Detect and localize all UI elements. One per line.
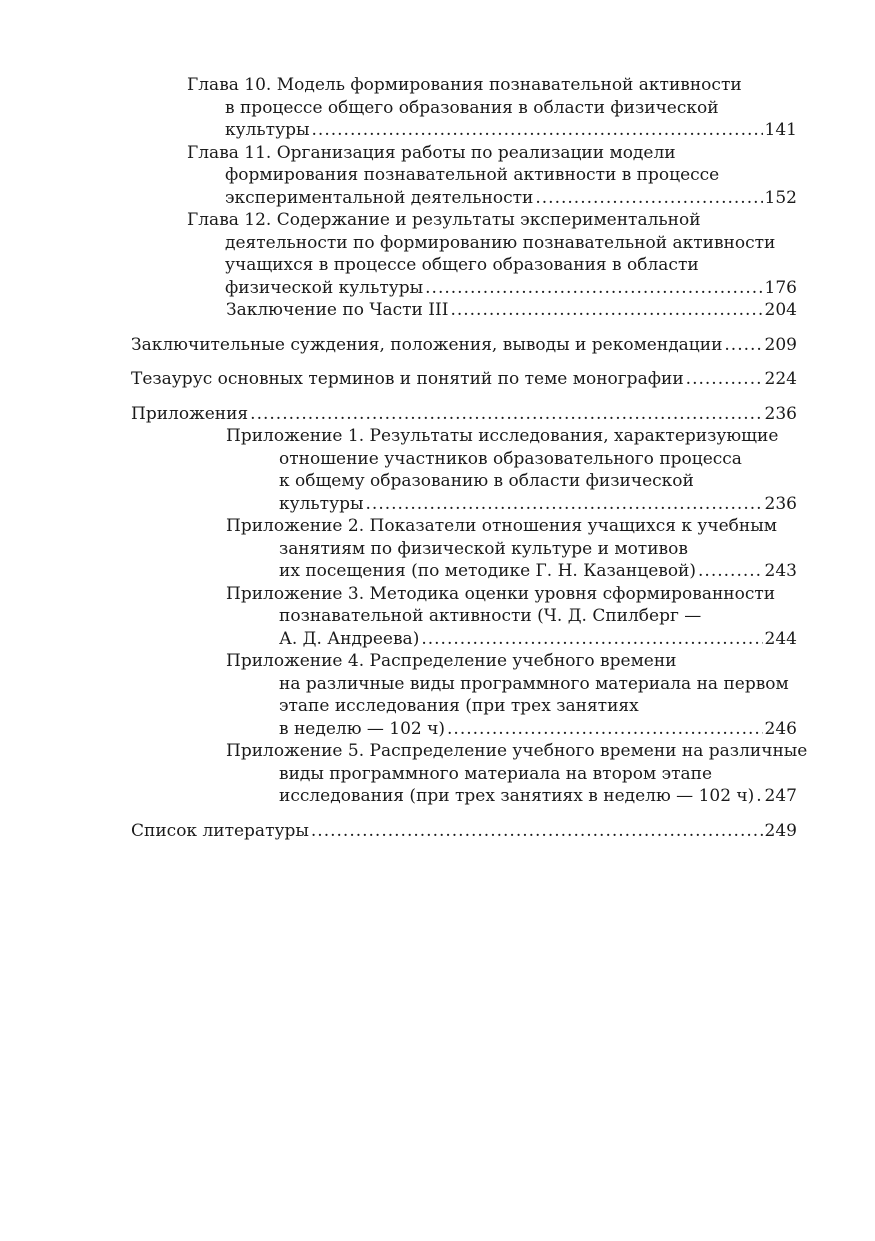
page-number: 249 xyxy=(764,820,797,841)
toc-entry-title-line: на различные виды программного материала на первом xyxy=(279,673,789,694)
table-of-contents xyxy=(131,74,808,842)
toc-entry-title-line: Глава 11. Организация работы по реализации модели xyxy=(187,142,676,163)
dot-leader xyxy=(425,277,762,300)
toc-entry-leader-line xyxy=(131,368,797,391)
toc-entry-leader-line xyxy=(226,560,797,583)
toc-entry-title-line: учащихся в процессе общего образования в области xyxy=(225,255,699,275)
dot-leader xyxy=(447,718,763,741)
toc-entry-title-line: экспериментальной деятельности xyxy=(225,187,534,208)
toc-entry-title-line: Заключительные суждения, положения, выводы и рекомендации xyxy=(131,334,723,355)
toc-entry-chapter-11[interactable] xyxy=(187,142,797,210)
dot-leader xyxy=(366,493,763,516)
toc-entry-title-line: Приложение 1. Результаты исследования, характеризующие xyxy=(226,426,779,446)
toc-entry-title-line: культуры xyxy=(225,120,310,140)
toc-entry-title-line: Приложение 2. Показатели отношения учащихся к учебным xyxy=(226,516,778,536)
toc-entry-bibliography[interactable] xyxy=(131,820,797,843)
toc-entry-title-line: деятельности по формированию познавательной активности xyxy=(225,232,776,253)
toc-entry-appendices[interactable] xyxy=(131,403,797,426)
toc-entry-title-line: исследования (при трех занятиях в неделю — 102 ч) xyxy=(279,786,755,806)
dot-leader xyxy=(421,628,762,651)
toc-entry-leader-line xyxy=(226,493,797,516)
dot-leader xyxy=(450,299,762,322)
toc-entry-appendix-5[interactable] xyxy=(226,740,808,808)
page-number: 246 xyxy=(764,718,797,739)
page-number: 176 xyxy=(764,277,797,298)
toc-entry-title-line: познавательной активности (Ч. Д. Спилберг — xyxy=(279,606,702,626)
toc-entry-appendix-4[interactable] xyxy=(226,650,797,740)
toc-entry-title-line: в неделю — 102 ч) xyxy=(279,718,446,739)
page-number: 247 xyxy=(764,786,797,806)
toc-entry-title-line: физической культуры xyxy=(225,277,424,298)
toc-entry-chapter-12[interactable] xyxy=(187,209,797,299)
toc-entry-part3-conclusion[interactable] xyxy=(226,299,797,322)
toc-entry-appendix-1[interactable] xyxy=(226,425,797,515)
toc-entry-title-line: Приложения xyxy=(131,403,249,424)
page-number: 204 xyxy=(764,300,797,320)
page-number: 236 xyxy=(764,403,797,424)
toc-entry-leader-line xyxy=(226,785,797,808)
toc-entry-title-line: Приложение 5. Распределение учебного времени на различные xyxy=(226,741,808,761)
toc-entry-title-line: культуры xyxy=(279,493,364,514)
toc-entry-title-line: Глава 12. Содержание и результаты экспериментальной xyxy=(187,210,701,230)
toc-entry-title-line: Тезаурус основных терминов и понятий по теме монографии xyxy=(131,369,684,389)
toc-entry-title-line: виды программного материала на втором этапе xyxy=(279,763,713,784)
toc-entry-title-line: Заключение по Части III xyxy=(226,300,449,320)
toc-entry-leader-line xyxy=(131,820,797,843)
toc-entry-appendix-2[interactable] xyxy=(226,515,797,583)
toc-entry-title-line: к общему образованию в области физической xyxy=(279,471,694,491)
toc-entry-title-line: этапе исследования (при трех занятиях xyxy=(279,696,639,716)
toc-entry-leader-line xyxy=(187,119,797,142)
toc-entry-title-line: в процессе общего образования в области физической xyxy=(225,97,719,118)
toc-entry-title-line: формирования познавательной активности в процессе xyxy=(225,165,720,185)
toc-entry-title-line: занятиям по физической культуре и мотивов xyxy=(279,538,688,559)
toc-entry-title-line: А. Д. Андреева) xyxy=(279,628,420,649)
toc-entry-leader-line xyxy=(131,403,797,426)
toc-entry-leader-line xyxy=(226,628,797,651)
toc-entry-chapter-10[interactable] xyxy=(187,74,797,142)
page-number: 224 xyxy=(764,369,797,389)
page-number: 243 xyxy=(764,561,797,581)
dot-leader xyxy=(686,368,763,391)
page-number: 209 xyxy=(764,334,797,355)
toc-entry-thesaurus[interactable] xyxy=(131,368,797,391)
toc-entry-final-conclusions[interactable] xyxy=(131,334,797,357)
toc-entry-leader-line xyxy=(187,277,797,300)
toc-entry-leader-line xyxy=(226,718,797,741)
page-number: 236 xyxy=(764,493,797,514)
dot-leader xyxy=(312,119,763,142)
toc-entry-title-line: Глава 10. Модель формирования познавательной активности xyxy=(187,75,742,95)
toc-entry-title-line: Приложение 4. Распределение учебного времени xyxy=(226,651,677,671)
toc-entry-title-line: Приложение 3. Методика оценки уровня сформированности xyxy=(226,583,776,604)
toc-entry-leader-line xyxy=(187,187,797,210)
dot-leader xyxy=(535,187,762,210)
dot-leader xyxy=(311,820,763,843)
toc-entry-title-line: Список литературы xyxy=(131,820,309,841)
toc-entry-appendix-3[interactable] xyxy=(226,583,797,651)
toc-entry-leader-line xyxy=(131,334,797,357)
dot-leader xyxy=(756,785,762,808)
dot-leader xyxy=(724,334,762,357)
toc-entry-title-line: их посещения (по методике Г. Н. Казанцевой) xyxy=(279,561,697,581)
page-number: 152 xyxy=(764,187,797,208)
page-number: 141 xyxy=(764,120,797,140)
toc-entry-leader-line xyxy=(226,299,797,322)
dot-leader xyxy=(250,403,762,426)
dot-leader xyxy=(698,560,763,583)
toc-entry-title-line: отношение участников образовательного процесса xyxy=(279,448,742,469)
page-number: 244 xyxy=(764,628,797,649)
